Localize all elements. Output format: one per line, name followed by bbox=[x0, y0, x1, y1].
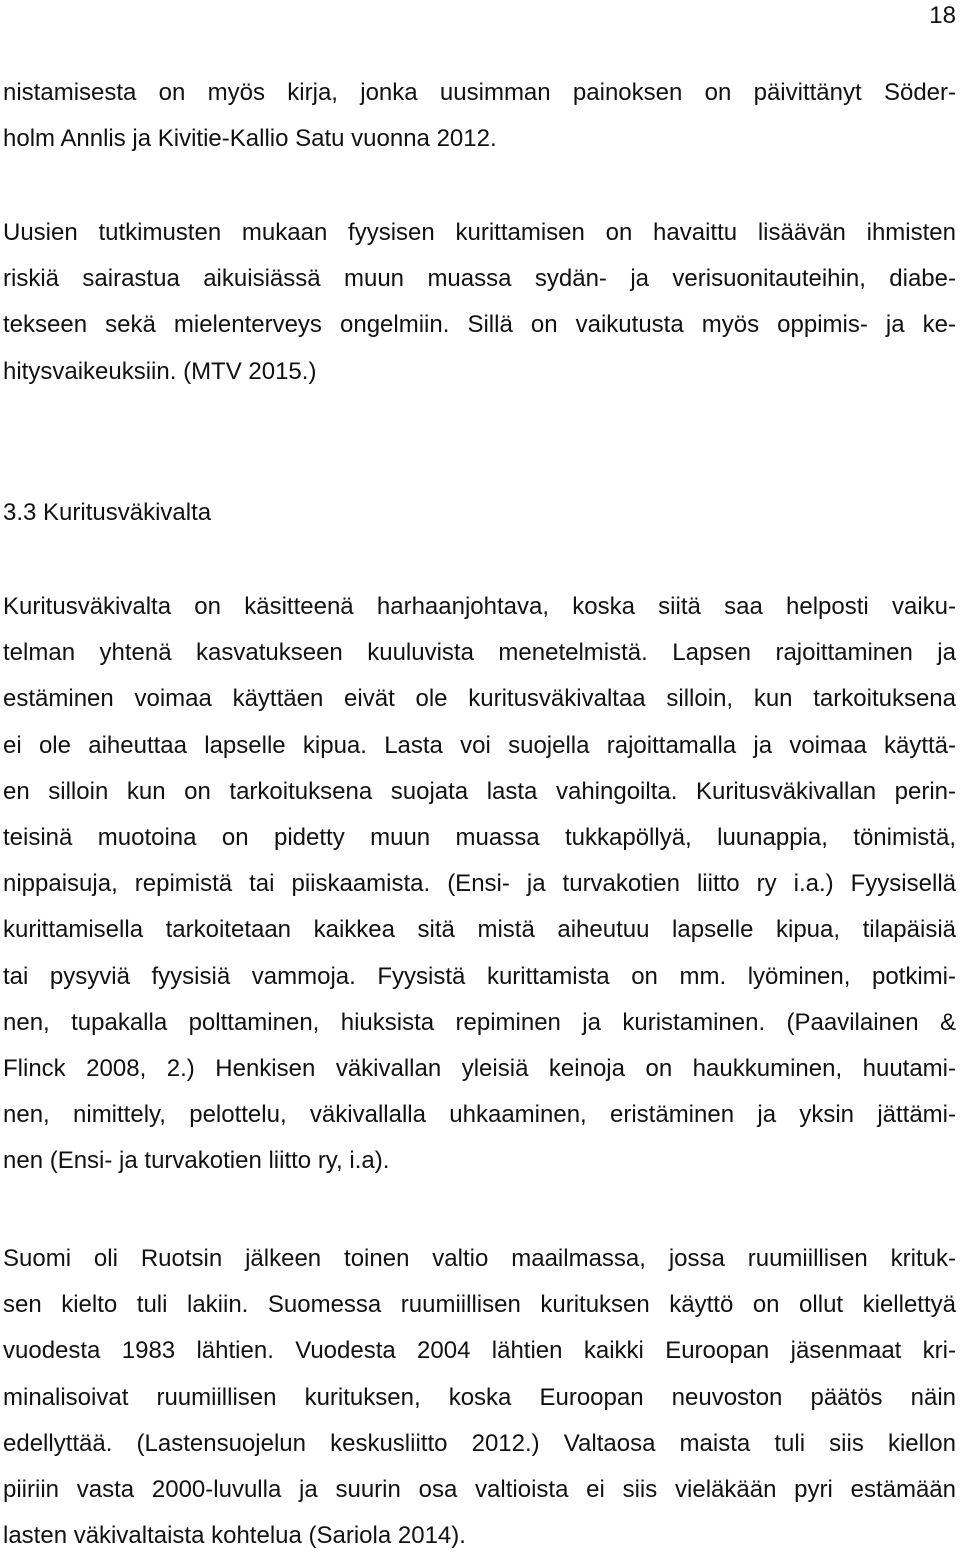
text-line: vuodesta 1983 lähtien. Vuodesta 2004 lähtien kaikki Euroopan jäsenmaat kri- bbox=[3, 1337, 956, 1365]
text-line: en silloin kun on tarkoituksena suojata lasta vahingoilta. Kuritusväkivallan perin- bbox=[3, 777, 956, 805]
paragraph-definition bbox=[3, 584, 956, 1185]
text-line: estäminen voimaa käyttäen eivät ole kuritusväkivaltaa silloin, kun tarkoituksena bbox=[3, 685, 956, 713]
text-line: teisinä muotoina on pidetty muun muassa tukkapöllyä, luunappia, tönimistä, bbox=[3, 824, 956, 852]
text-line: Uusien tutkimusten mukaan fyysisen kurittamisen on havaittu lisäävän ihmisten bbox=[3, 219, 956, 246]
text-line: tai pysyviä fyysisiä vammoja. Fyysistä kurittamista on mm. lyöminen, potkimi- bbox=[3, 962, 956, 990]
text-line: sen kielto tuli lakiin. Suomessa ruumiillisen kurituksen käyttö on ollut kiellettyä bbox=[3, 1291, 956, 1319]
text-line: edellyttää. (Lastensuojelun keskusliitto 2012.) Valtaosa maista tuli siis kiellon bbox=[3, 1429, 956, 1457]
text-line: nistamisesta on myös kirja, jonka uusimman painoksen on päivittänyt Söder- bbox=[3, 79, 956, 106]
text-line: lasten väkivaltaista kohtelua (Sariola 2014). bbox=[3, 1522, 466, 1550]
paragraph-research bbox=[3, 210, 956, 395]
text-line: tekseen sekä mielenterveys ongelmiin. Sillä on vaikutusta myös oppimis- ja ke- bbox=[3, 311, 956, 339]
text-line: holm Annlis ja Kivitie-Kallio Satu vuonna 2012. bbox=[3, 125, 497, 153]
text-line: nippaisuja, repimistä tai piiskaamista. (Ensi- ja turvakotien liitto ry i.a.) Fyysisellä bbox=[3, 870, 956, 898]
section-heading: 3.3 Kuritusväkivalta bbox=[3, 499, 212, 526]
text-line: nen, tupakalla polttaminen, hiuksista repiminen ja kuristaminen. (Paavilainen & bbox=[3, 1008, 956, 1036]
text-line: ei ole aiheuttaa lapselle kipua. Lasta voi suojella rajoittamalla ja voimaa käyttä- bbox=[3, 731, 956, 759]
text-line: riskiä sairastua aikuisiässä muun muassa sydän- ja verisuonitauteihin, diabe- bbox=[3, 265, 956, 293]
text-line: nen, nimittely, pelottelu, väkivallalla uhkaaminen, eristäminen ja yksin jättämi- bbox=[3, 1101, 956, 1129]
text-line: telman yhtenä kasvatukseen kuuluvista menetelmistä. Lapsen rajoittaminen ja bbox=[3, 639, 956, 667]
text-line: Kuritusväkivalta on käsitteenä harhaanjohtava, koska siitä saa helposti vaiku- bbox=[3, 593, 956, 620]
text-line: Flinck 2008, 2.) Henkisen väkivallan yleisiä keinoja on haukkuminen, huutami- bbox=[3, 1055, 956, 1083]
text-line: hitysvaikeuksiin. (MTV 2015.) bbox=[3, 357, 317, 385]
page-number: 18 bbox=[929, 2, 956, 29]
text-line: kurittamisella tarkoitetaan kaikkea sitä mistä aiheutuu lapselle kipua, tilapäisiä bbox=[3, 916, 956, 944]
text-line: nen (Ensi- ja turvakotien liitto ry, i.a). bbox=[3, 1147, 390, 1175]
paragraph-legislation bbox=[3, 1236, 956, 1559]
text-line: Suomi oli Ruotsin jälkeen toinen valtio maailmassa, jossa ruumiillisen krituk- bbox=[3, 1245, 956, 1272]
paragraph-continuation bbox=[3, 70, 956, 162]
text-line: piiriin vasta 2000-luvulla ja suurin osa valtioista ei siis vieläkään pyri estämään bbox=[3, 1476, 956, 1504]
text-line: minalisoivat ruumiillisen kurituksen, koska Euroopan neuvoston päätös näin bbox=[3, 1383, 956, 1411]
